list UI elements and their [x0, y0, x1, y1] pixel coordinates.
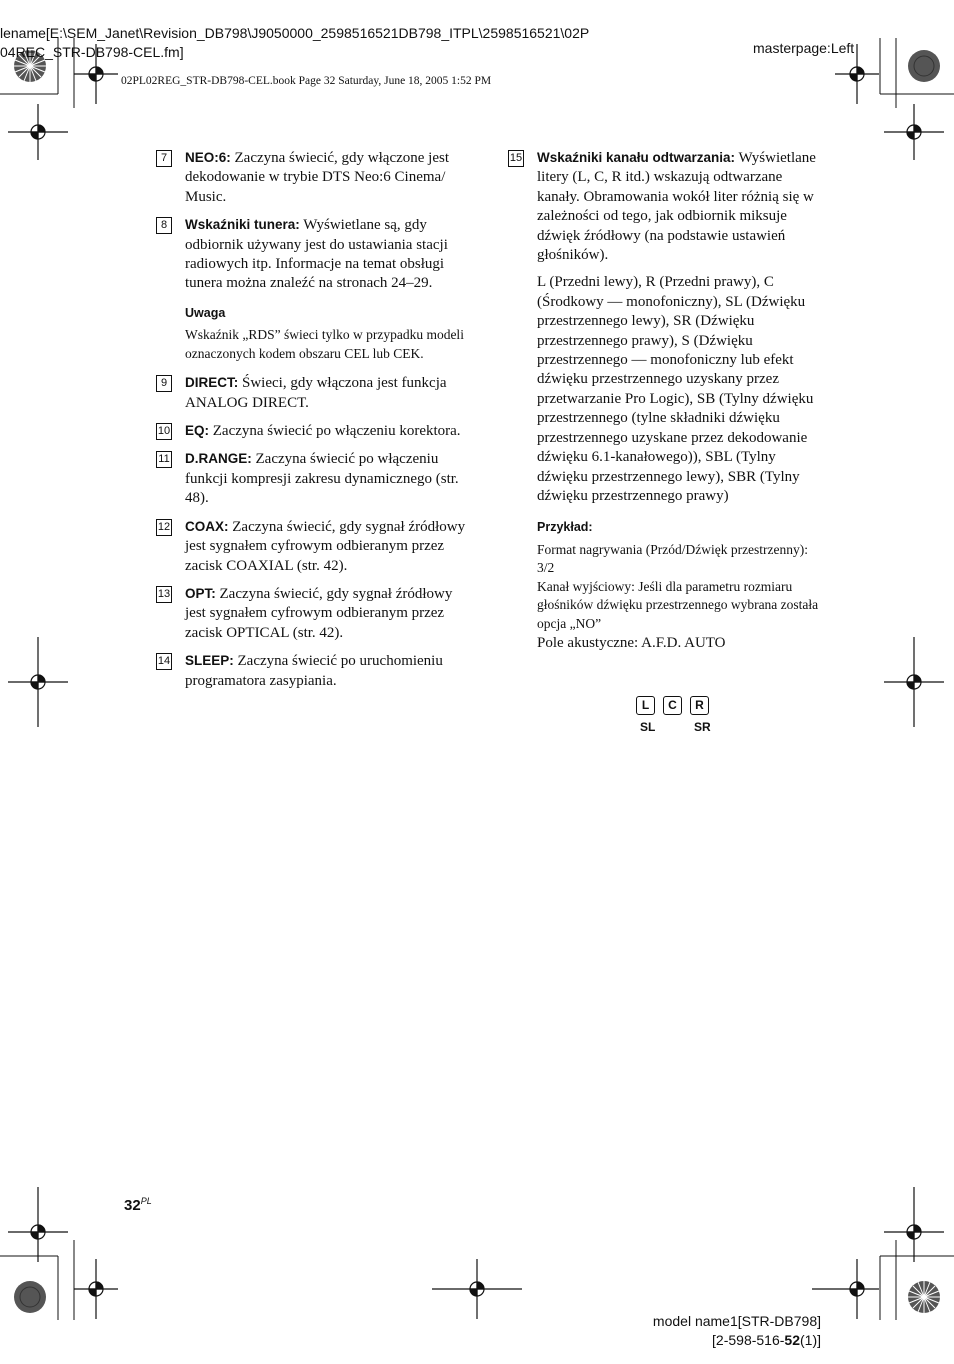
item-text: Zaczyna świecić, gdy włączone jest dekodowanie w trybie DTS Neo:6 Cinema/ Music.	[185, 150, 449, 205]
item-number: 14	[156, 653, 172, 670]
item-term: Wskaźniki kanału odtwarzania:	[537, 150, 736, 165]
item-15	[508, 148, 826, 265]
model-info	[653, 1312, 821, 1350]
item-7	[156, 148, 476, 207]
item-number: 13	[156, 586, 172, 603]
item-number: 15	[508, 150, 524, 167]
item-text: Zaczyna świecić po włączeniu korektora.	[209, 423, 461, 440]
filename-line2: 04REC_STR-DB798-CEL.fm]	[0, 44, 184, 60]
item-term: DIRECT:	[185, 375, 239, 391]
speaker-front-right-indicator: R	[690, 696, 709, 715]
item-number: 9	[156, 375, 172, 392]
item-12	[156, 517, 476, 576]
model-code-bold: 52	[784, 1332, 800, 1348]
left-column	[156, 148, 476, 699]
page-number-suffix: PL	[140, 1196, 152, 1206]
item-10	[156, 421, 476, 441]
item-term: SLEEP:	[185, 653, 234, 669]
model-code-prefix: [2-598-516-	[712, 1332, 785, 1348]
channels-description: L (Przedni lewy), R (Przedni prawy), C (Środkowy — monofoniczny), SL (Dźwięku przestrzennego lewy), SR (Dźwięku przestrzennego prawy), S (Dźwięku przestrzennego — monofoniczny lub efekt dźwięku przestrzennego uzyskany przez przetwarzanie Pro Logic), SB (Tylny dźwięku przestrzennego (tylne składniki dźwięku przestrzennego uzyskane przez dekodowanie dźwięku 6.1-kanałowego)), SBL (Tylny dźwięku przestrzennego lewy), SBR (Tylny dźwięku przestrzennego prawy)	[537, 274, 814, 504]
item-term: NEO:6:	[185, 150, 231, 165]
item-text: Zaczyna świecić po uruchomieniu programatora zasypiania.	[185, 653, 443, 689]
item-number: 11	[156, 451, 172, 468]
item-term: Wskaźniki tunera:	[185, 217, 300, 233]
right-column	[508, 148, 826, 653]
example-recording-format: Format nagrywania (Przód/Dźwięk przestrzenny): 3/2	[537, 541, 809, 576]
item-13	[156, 584, 476, 643]
item-number: 12	[156, 519, 172, 536]
item-text: Zaczyna świecić, gdy sygnał źródłowy jest sygnałem cyfrowym odbieranym przez zacisk COAXIAL (str. 42).	[185, 518, 466, 574]
item-text: Zaczyna świecić po włączeniu funkcji kompresji zakresu dynamicznego (str. 48).	[185, 451, 459, 507]
item-term: EQ:	[185, 423, 210, 439]
model-name-line: model name1[STR-DB798]	[652, 1313, 821, 1329]
speaker-center-indicator: C	[663, 696, 682, 715]
item-11	[156, 449, 476, 508]
item-14	[156, 651, 476, 691]
note-text: Wskaźnik „RDS” świeci tylko w przypadku modeli oznaczonych kodem obszaru CEL lub CEK.	[185, 327, 464, 361]
item-8	[156, 215, 476, 294]
page-number	[124, 1196, 152, 1214]
filename-header	[0, 24, 589, 62]
masterpage-label: masterpage:Left	[753, 40, 855, 56]
speaker-front-left-indicator: L	[636, 696, 655, 715]
item-number: 8	[156, 217, 172, 234]
item-term: COAX:	[185, 518, 229, 534]
item-term: D.RANGE:	[185, 451, 252, 467]
filename-line1: lename[E:\SEM_Janet\Revision_DB798\J9050000_2598516521DB798_ITPL\2598516521\02P	[0, 25, 590, 41]
note-title: Uwaga	[185, 305, 226, 320]
speaker-surround-left-label: SL	[640, 720, 656, 734]
item-text: Świeci, gdy włączona jest funkcja ANALOG DIRECT.	[185, 375, 447, 411]
example-sound-field: Pole akustyczne: A.F.D. AUTO	[537, 635, 726, 652]
item-term: OPT:	[185, 585, 216, 601]
item-number: 10	[156, 423, 172, 440]
item-number: 7	[156, 150, 172, 167]
book-info-line: 02PL02REG_STR-DB798-CEL.book Page 32 Saturday, June 18, 2005 1:52 PM	[121, 75, 492, 87]
item-text: Zaczyna świecić, gdy sygnał źródłowy jest sygnałem cyfrowym odbieranym przez zacisk OPTICAL (str. 42).	[185, 585, 453, 641]
model-code-line	[653, 1331, 821, 1350]
example-title: Przykład:	[537, 520, 593, 535]
item-text: Wyświetlane litery (L, C, R itd.) wskazują odtwarzane kanały. Obramowania wokół liter różnią się w zależności od tego, jak odbiornik miksuje dźwięk źródłowy (na podstawie ustawień głośników).	[537, 150, 816, 264]
example-output-channel: Kanał wyjściowy: Jeśli dla parametru rozmiaru głośników dźwięku przestrzennego wybrana została opcja „NO”	[537, 578, 819, 631]
speaker-indicator-display	[636, 696, 726, 741]
item-text: Wyświetlane są, gdy odbiornik używany jest do ustawiania stacji radiowych itp. Informacje na temat obsługi tunera można znaleźć na stronach 24–29.	[185, 217, 448, 292]
item-9	[156, 373, 476, 413]
model-code-suffix: (1)]	[800, 1332, 821, 1348]
speaker-surround-right-label: SR	[694, 720, 711, 734]
page-number-value: 32	[124, 1197, 141, 1214]
